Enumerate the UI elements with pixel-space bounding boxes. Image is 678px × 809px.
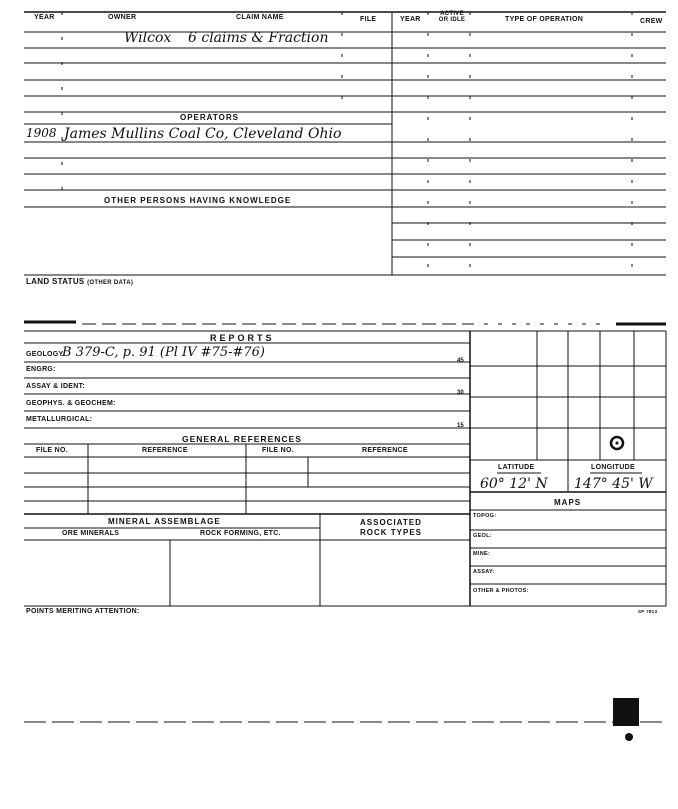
- geology-label: GEOLOGY:: [26, 351, 66, 358]
- maps-heading: MAPS: [554, 498, 582, 507]
- col-file: FILE: [360, 16, 377, 23]
- file-no-header-2: FILE NO.: [262, 447, 294, 454]
- topog-label: TOPOG:: [473, 513, 497, 519]
- operators-heading: OPERATORS: [180, 113, 239, 122]
- points-meriting-attention-label: POINTS MERITING ATTENTION:: [26, 608, 140, 615]
- col-year-2: YEAR: [400, 16, 421, 23]
- latitude-value: 60° 12' N: [480, 476, 548, 492]
- general-references-heading: GENERAL REFERENCES: [182, 434, 302, 444]
- reference-header: REFERENCE: [142, 447, 188, 454]
- longitude-label: LONGITUDE: [591, 464, 635, 471]
- claim-name-entry: 6 claims & Fraction: [188, 30, 329, 46]
- latitude-label: LATITUDE: [498, 464, 535, 471]
- geol-label: GEOL:: [473, 533, 492, 539]
- associated-header: ASSOCIATED: [360, 518, 422, 527]
- mineral-assemblage-heading: MINERAL ASSEMBLAGE: [108, 517, 221, 526]
- col-active-idle: ACTIVE OR IDLE: [438, 11, 466, 23]
- geology-value: B 379-C, p. 91 (Pl IV #75-#76): [62, 345, 265, 360]
- lat-tick-45: 45: [457, 358, 464, 364]
- reference-header-2: REFERENCE: [362, 447, 408, 454]
- form-number: SP 7813: [638, 609, 658, 614]
- col-owner: OWNER: [108, 14, 137, 21]
- lat-tick-30: 30: [457, 390, 464, 396]
- operator-year: 1908: [26, 126, 57, 140]
- engrg-label: ENGRG:: [26, 366, 56, 373]
- assay-ident-label: ASSAY & IDENT:: [26, 383, 86, 390]
- rock-types-header: ROCK TYPES: [360, 528, 423, 537]
- lat-tick-15: 15: [457, 423, 464, 429]
- file-no-header: FILE NO.: [36, 447, 68, 454]
- col-crew: CREW: [640, 18, 663, 25]
- registration-mark: [613, 698, 639, 726]
- ore-minerals-header: ORE MINERALS: [62, 530, 120, 537]
- operator-name: James Mullins Coal Co, Cleveland Ohio: [64, 126, 342, 142]
- other-photos-label: OTHER & PHOTOS:: [473, 588, 529, 594]
- rock-forming-header: ROCK FORMING, ETC.: [200, 530, 281, 537]
- reports-heading: REPORTS: [210, 333, 275, 343]
- longitude-value: 147° 45' W: [574, 476, 653, 492]
- geophys-geochem-label: GEOPHYS. & GEOCHEM:: [26, 400, 116, 407]
- land-status-label: LAND STATUS (OTHER DATA): [26, 277, 134, 286]
- owner-entry: Wilcox: [124, 30, 172, 46]
- col-type-operation: TYPE OF OPERATION: [505, 16, 584, 23]
- col-claim-name: CLAIM NAME: [236, 14, 284, 21]
- col-year: YEAR: [34, 14, 55, 21]
- mine-label: MINE:: [473, 551, 491, 557]
- other-persons-heading: OTHER PERSONS HAVING KNOWLEDGE: [104, 196, 292, 205]
- metallurgical-label: METALLURGICAL:: [26, 416, 93, 423]
- assay-map-label: ASSAY:: [473, 569, 495, 575]
